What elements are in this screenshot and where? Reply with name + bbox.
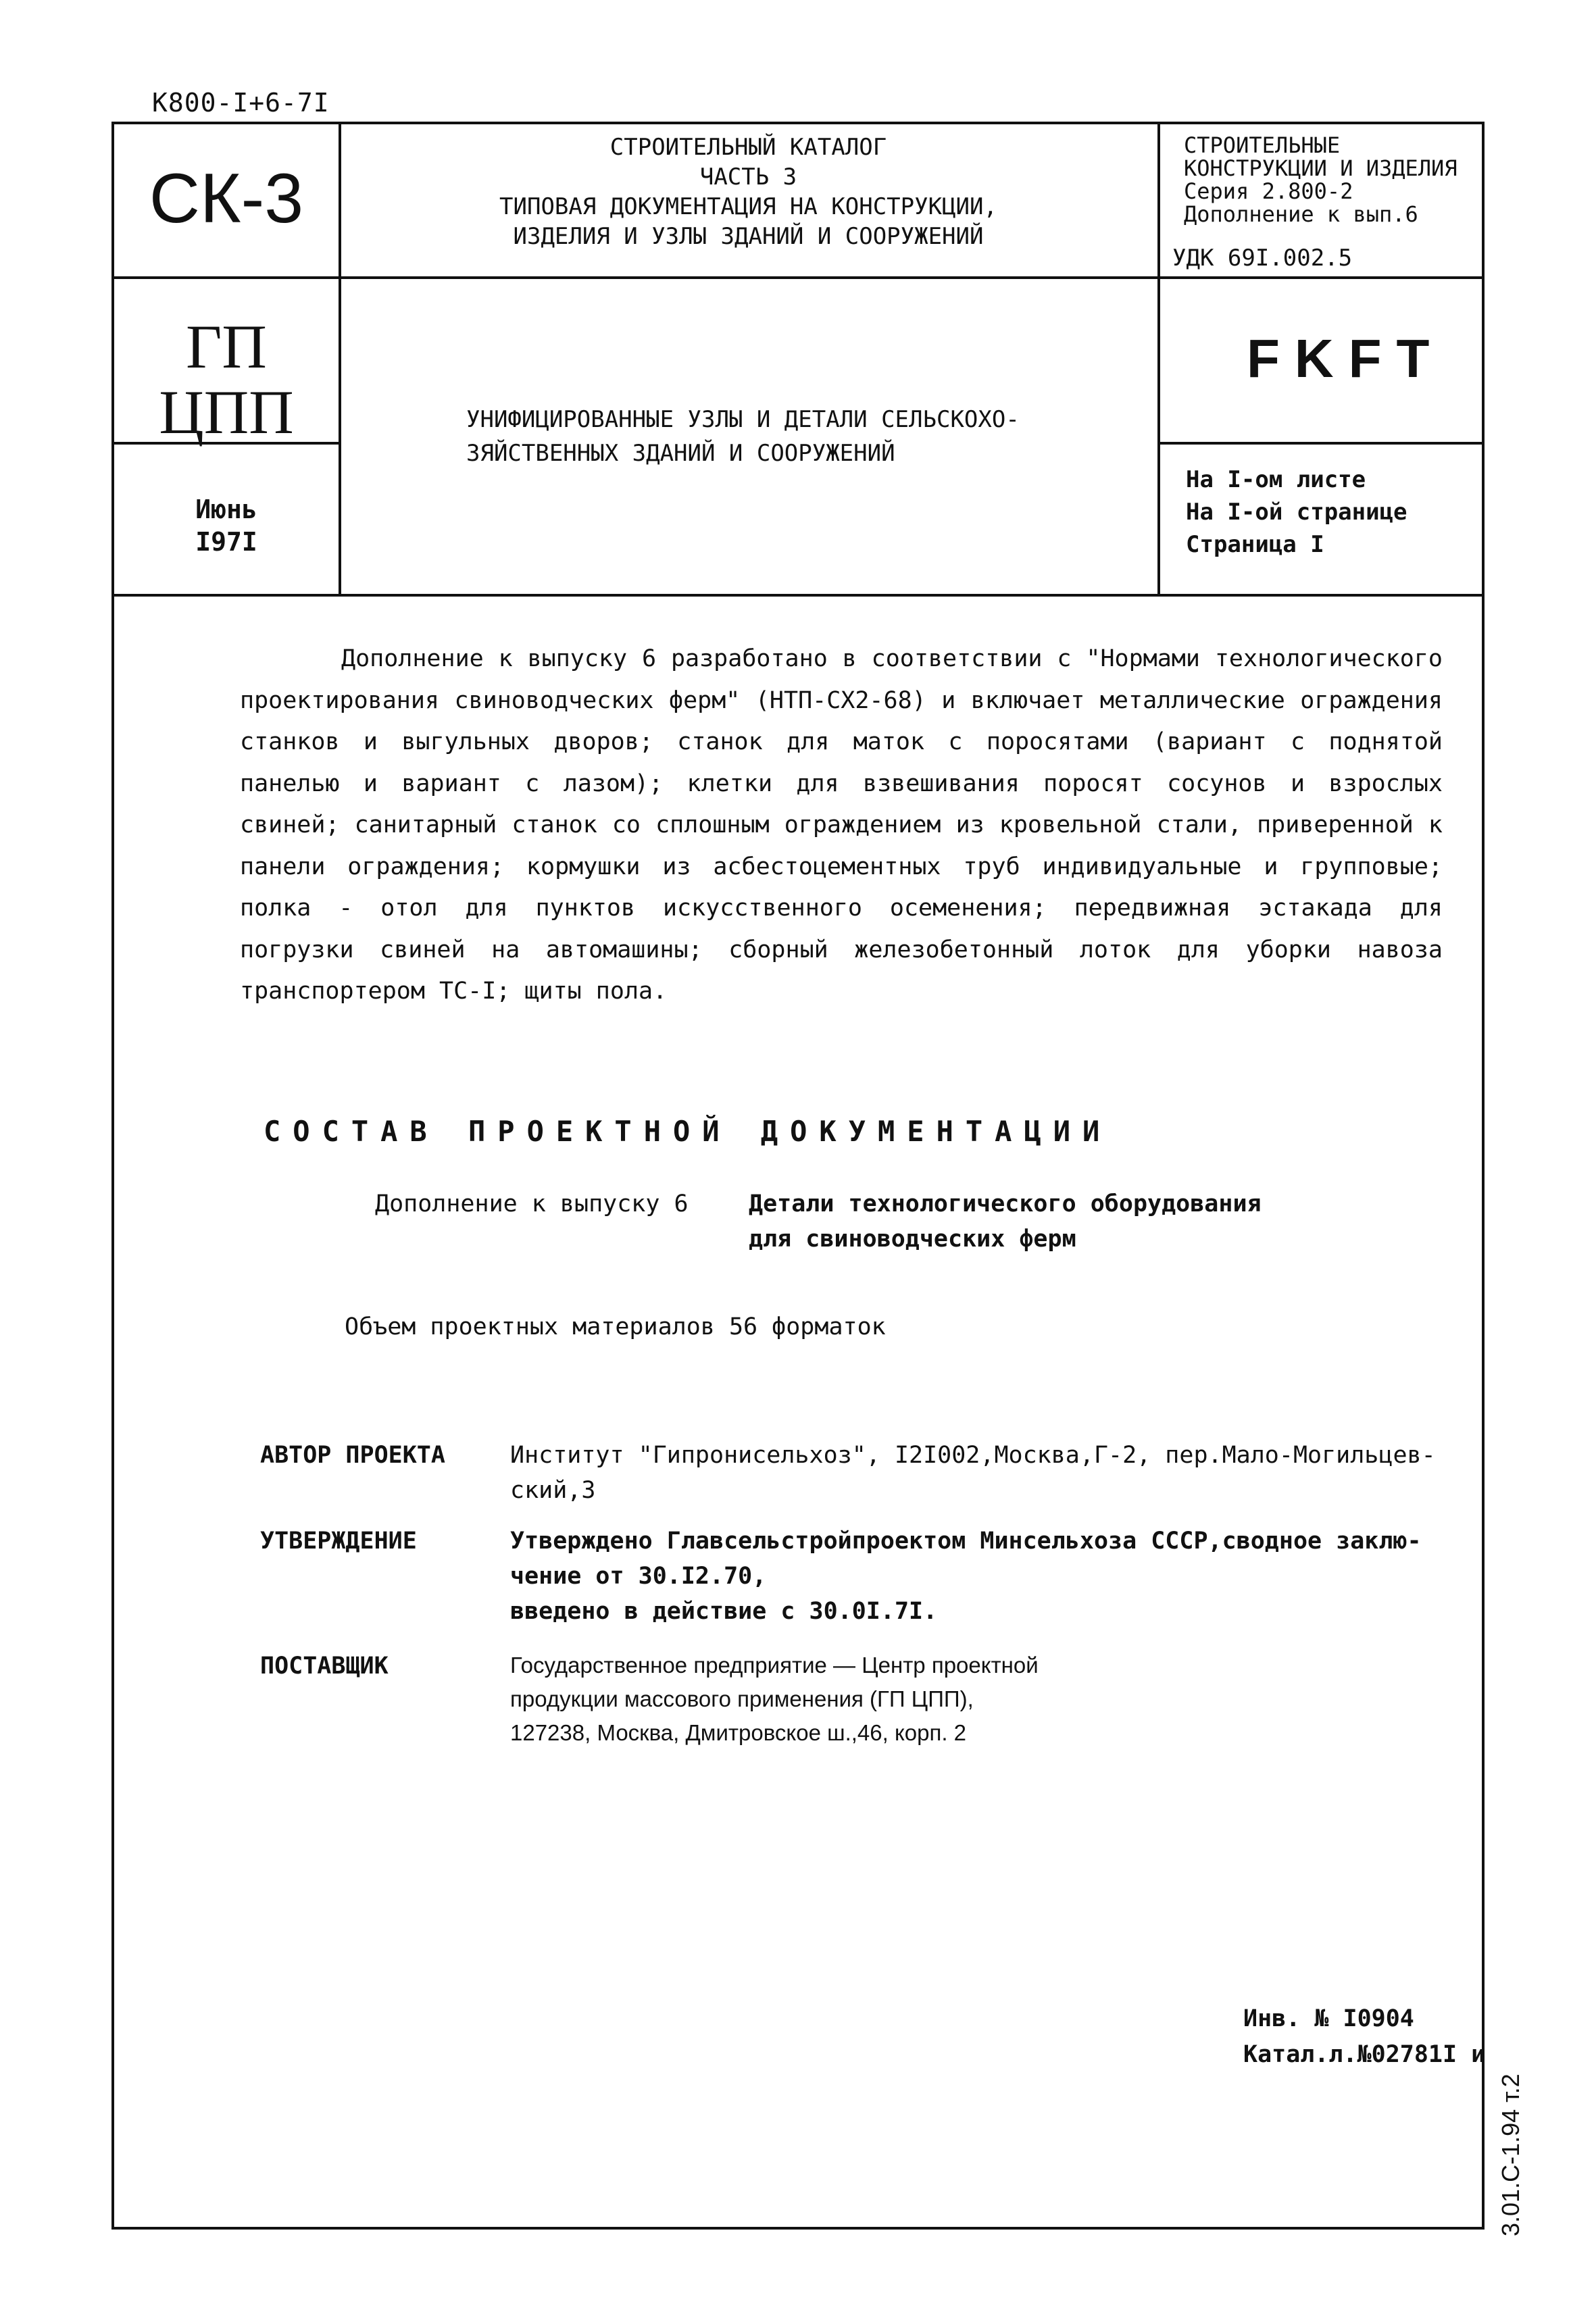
fkft-code: FKFT xyxy=(1247,328,1445,388)
author-line: Институт "Гипронисельхоз", I2I002,Москва,Г-2, пер.Мало-Могильцев- xyxy=(510,1442,1436,1469)
publisher-line: ГП xyxy=(186,312,267,381)
header-divider-1 xyxy=(114,276,1482,279)
supplier-label: ПОСТАВЩИК xyxy=(260,1653,389,1680)
approval-label: УТВЕРЖДЕНИЕ xyxy=(260,1528,417,1555)
publisher-line: ЦПП xyxy=(159,377,294,447)
udk-code: УДК 69I.002.5 xyxy=(1172,245,1353,272)
composition-desc-line: для свиноводческих ферм xyxy=(749,1226,1076,1253)
supplier-line: продукции массового применения (ГП ЦПП), xyxy=(510,1686,974,1711)
classification-line: Дополнение к вып.6 xyxy=(1184,201,1418,227)
author-label: АВТОР ПРОЕКТА xyxy=(260,1442,445,1469)
intro-paragraph xyxy=(240,638,1443,1013)
title-line: УНИФИЦИРОВАННЫЕ УЗЛЫ И ДЕТАЛИ СЕЛЬСКОХО- xyxy=(466,406,1020,433)
vertical-stamp: 3.01.С-1.94 т.2 xyxy=(1497,2073,1524,2236)
catalog-line: ИЗДЕЛИЯ И УЗЛЫ ЗДАНИЙ И СООРУЖЕНИЙ xyxy=(513,223,984,250)
right-column-divider xyxy=(1160,442,1482,445)
series-code: СК-3 xyxy=(149,159,304,238)
issue-month: Июнь xyxy=(195,495,257,524)
header-bottom-rule xyxy=(114,594,1482,597)
catalog-line: ТИПОВАЯ ДОКУМЕНТАЦИЯ НА КОНСТРУКЦИИ, xyxy=(499,193,997,220)
approval-line: чение от 30.I2.70, xyxy=(510,1563,767,1590)
publisher-code xyxy=(115,314,338,445)
classification-line: СТРОИТЕЛЬНЫЕ xyxy=(1184,132,1341,158)
document-reference: К800-I+6-7I xyxy=(152,88,330,118)
sheet-info xyxy=(1186,463,1407,561)
approval-line: введено в действие с 30.0I.7I. xyxy=(510,1598,938,1625)
intro-text: Дополнение к выпуску 6 разработано в соответствии с "Нормами технологического проектирования свиноводческих ферм" (НТП-СХ2-68) и включает металлические ограждения станков и выгульных дворов; станок для маток с поросятами (вариант с поднятой панелью и вариант с лазом); клетки для взвешивания поросят сосунов и взрослых свиней; санитарный станок со сплошным ограждением из кровельной стали, приверенной к панели ограждения; кормушки из асбестоцементных труб индивидуальные и групповые; полка - отол для пунктов искусственного осеменения; передвижная эстакада для погрузки свиней на автомашины; сборный железобетонный лоток для уборки навоза транспортером ТС-I; щиты пола. xyxy=(240,645,1443,1005)
issue-date xyxy=(115,493,338,558)
catalog-line: СТРОИТЕЛЬНЫЙ КАТАЛОГ xyxy=(609,134,887,161)
supplier-line: 127238, Москва, Дмитровское ш.,46, корп. 2 xyxy=(510,1720,967,1745)
inventory-number: Инв. № I0904 xyxy=(1243,2005,1414,2032)
catalog-title xyxy=(341,132,1155,251)
header-col-divider-right xyxy=(1157,124,1160,594)
author-text xyxy=(510,1438,1449,1508)
classification-line: КОНСТРУКЦИИ И ИЗДЕЛИЯ xyxy=(1184,155,1457,181)
approval-line: Утверждено Главсельстройпроектом Минсельхоза СССР,сводное заклю- xyxy=(510,1528,1422,1555)
approval-text xyxy=(510,1524,1449,1629)
author-line: ский,3 xyxy=(510,1477,596,1504)
issue-year: I97I xyxy=(195,527,257,557)
composition-heading: СОСТАВ ПРОЕКТНОЙ ДОКУМЕНТАЦИИ xyxy=(264,1115,1112,1148)
composition-volume: Объем проектных материалов 56 форматок xyxy=(345,1313,886,1340)
classification-line: Серия 2.800-2 xyxy=(1184,178,1353,204)
title-line: ЗЯЙСТВЕННЫХ ЗДАНИЙ И СООРУЖЕНИЙ xyxy=(466,440,895,467)
document-title xyxy=(466,403,1061,470)
sheet-line: На I-ом листе xyxy=(1186,466,1366,493)
catalog-sheet-number: Катал.л.№02781I и xyxy=(1243,2041,1486,2068)
composition-item-label: Дополнение к выпуску 6 xyxy=(375,1190,689,1217)
composition-item-desc xyxy=(749,1186,1262,1257)
supplier-line: Государственное предприятие — Центр проектной xyxy=(510,1653,1039,1678)
supplier-text xyxy=(510,1649,1389,1750)
classification-block xyxy=(1184,134,1481,226)
catalog-line: ЧАСТЬ 3 xyxy=(699,164,797,191)
sheet-line: Страница I xyxy=(1186,531,1324,558)
sheet-line: На I-ой странице xyxy=(1186,499,1407,526)
composition-desc-line: Детали технологического оборудования xyxy=(749,1190,1262,1217)
